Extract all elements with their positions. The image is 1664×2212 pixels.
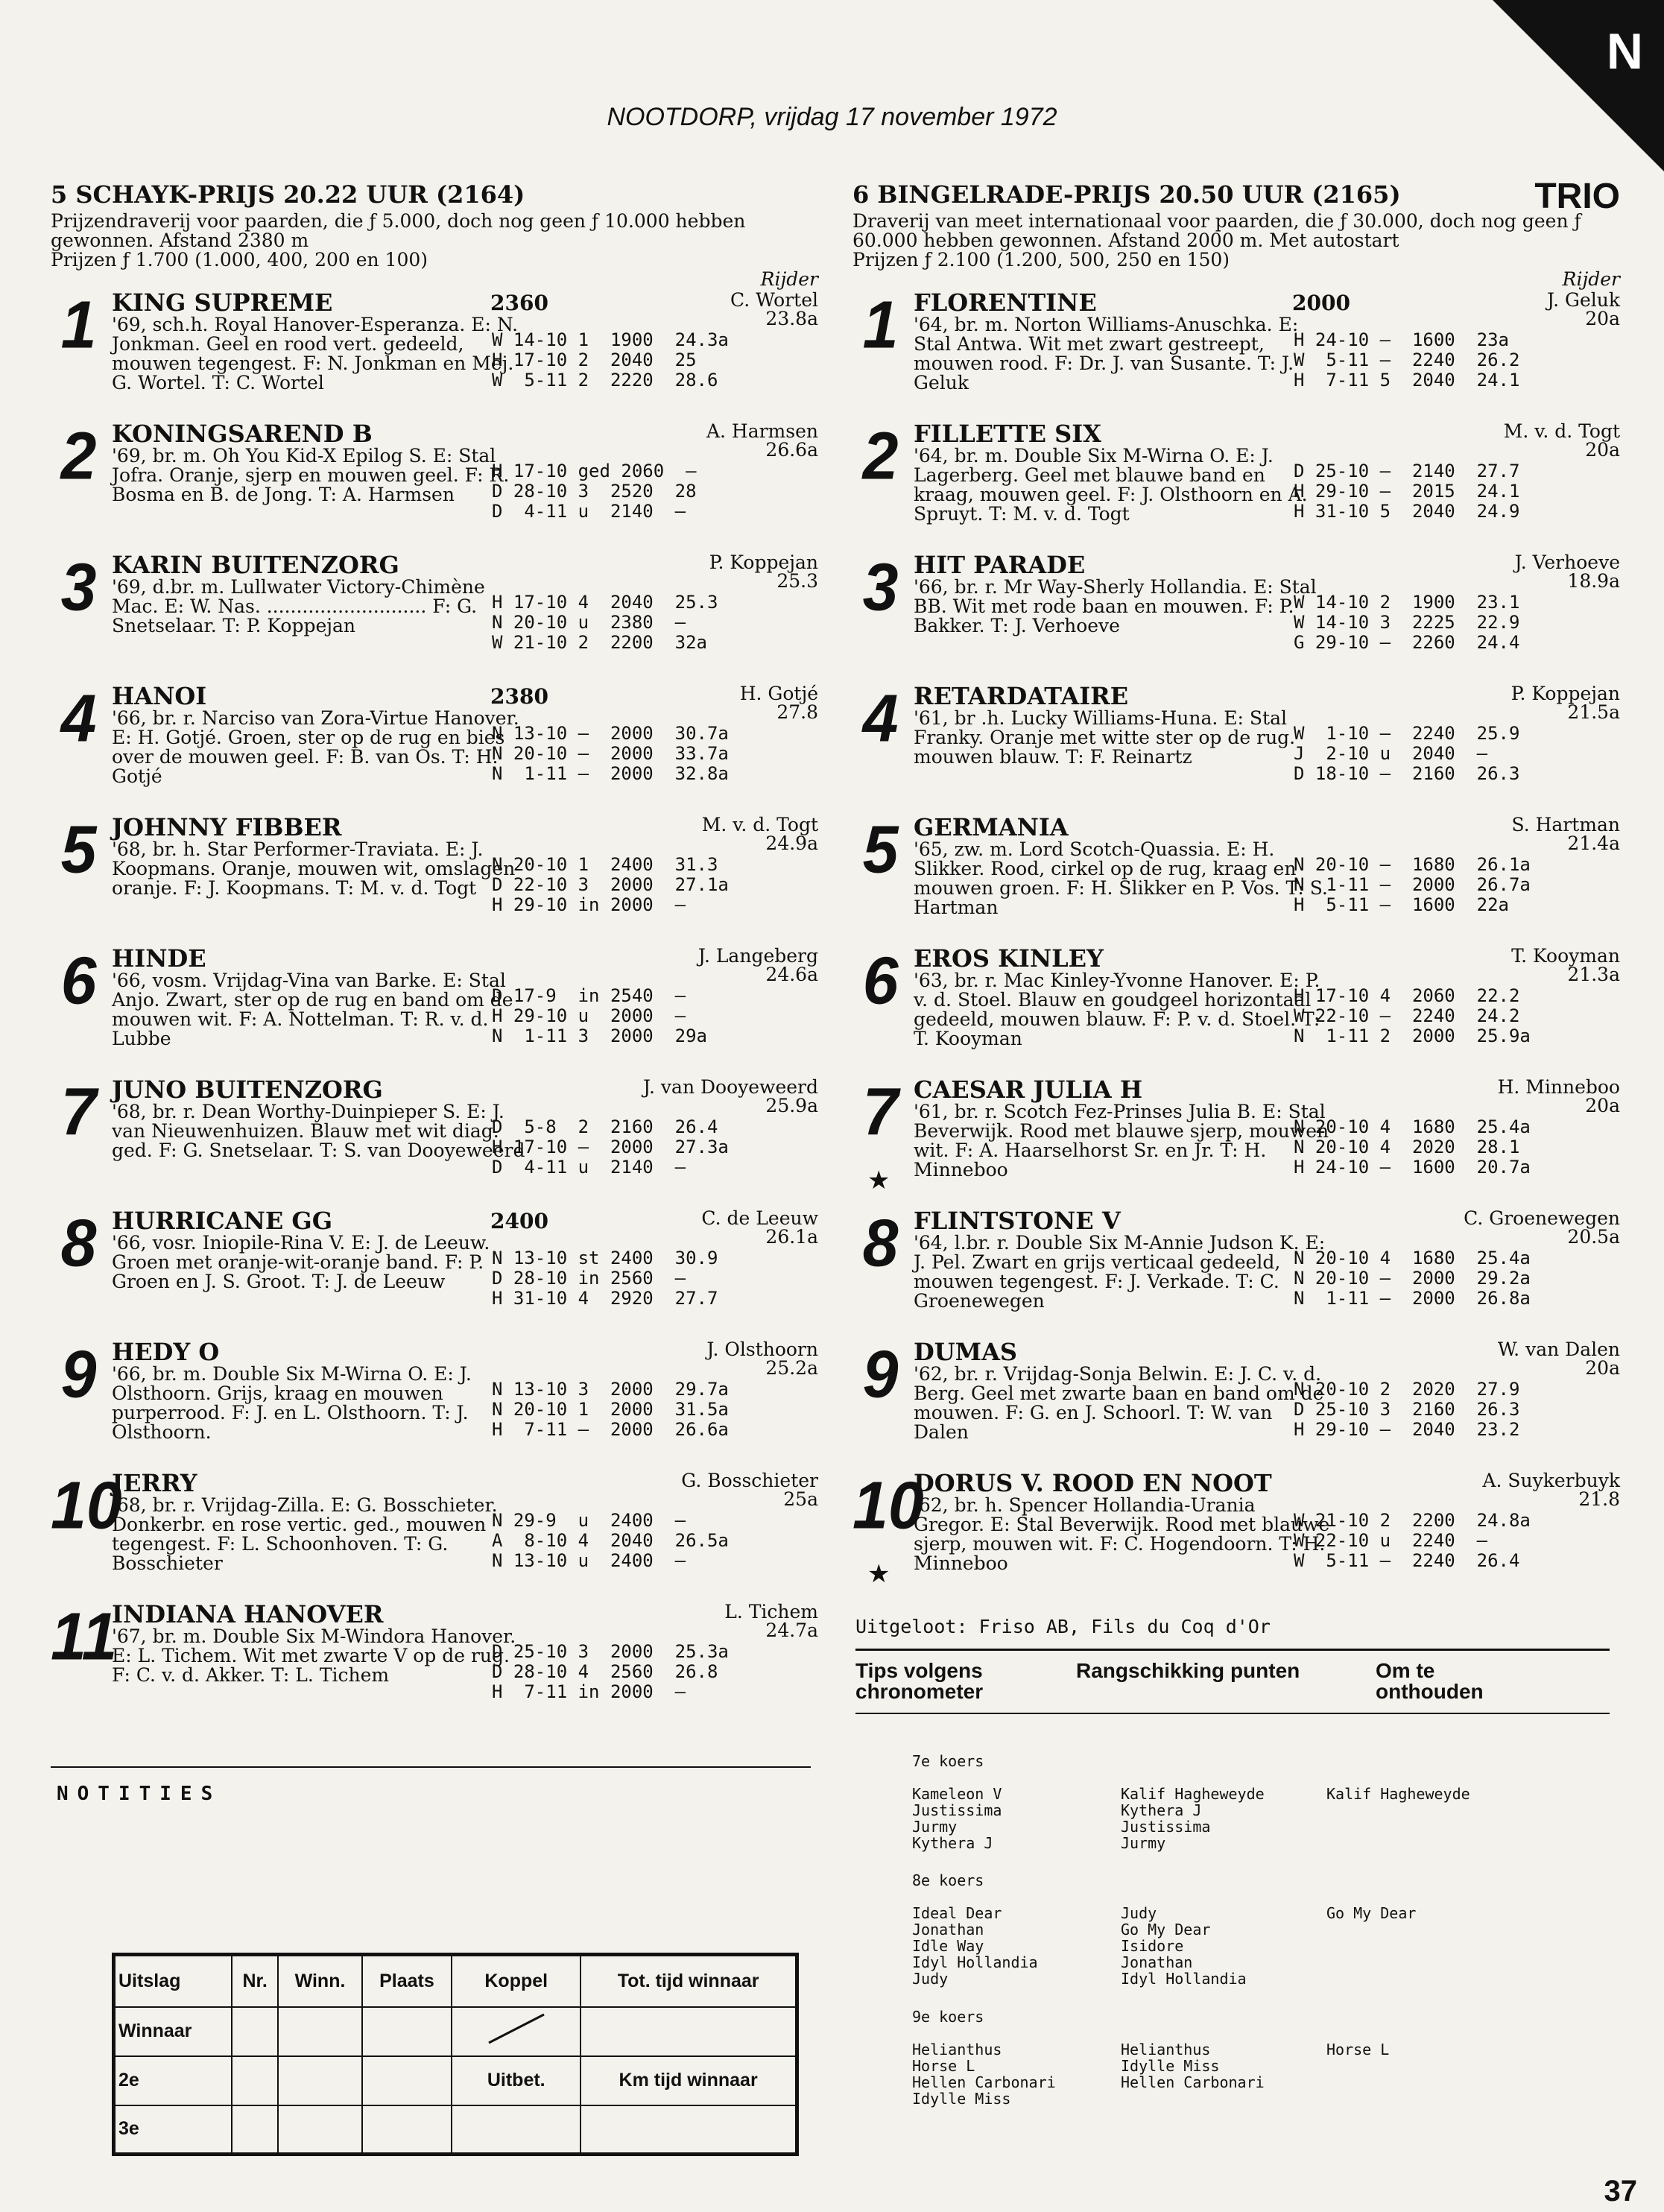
horse-details: '66, br. r. Narciso van Zora-Virtue Hanover. E: H. Gotjé. Groen, ster op de rug en bies over de mouwen geel. F: B. van Os. T: H. Gotjé bbox=[112, 707, 519, 787]
blank-cell bbox=[278, 2105, 361, 2155]
tip-horse-name: Kythera J bbox=[1121, 1801, 1202, 1819]
tip-horse-name: Idyl Hollandia bbox=[912, 1953, 1038, 1971]
divider-rule bbox=[855, 1713, 1610, 1714]
star-icon: ★ bbox=[867, 1559, 890, 1589]
rider-name: C. de Leeuw bbox=[701, 1207, 818, 1229]
horse-details: '69, sch.h. Royal Hanover-Esperanza. E: N. Jonkman. Geel en rood vert. gedeeld, mouwen tegengest. F: N. Jonkman en Mej. G. Wortel. T: C. Wortel bbox=[112, 314, 519, 394]
horse-name: FLORENTINE bbox=[914, 288, 1097, 317]
race-5-description: Prijzendraverij voor paarden, die ƒ 5.000, doch nog geen ƒ 10.000 hebben gewonnen. Afstand 2380 m bbox=[51, 210, 746, 251]
horse-details: '66, br. r. Mr Way-Sherly Hollandia. E: Stal BB. Wit met rode baan en mouwen. F: P. Bakker. T: J. Verhoeve bbox=[914, 576, 1317, 636]
header-plaats: Plaats bbox=[362, 1955, 452, 2007]
rating: 24.7a bbox=[765, 1619, 818, 1641]
recent-results: W 14-10 2 1900 23.1 W 14-10 3 2225 22.9 G 29-10 — 2260 24.4 bbox=[1294, 592, 1520, 653]
star-icon: ★ bbox=[867, 1166, 890, 1195]
horse-details: '63, br. r. Mac Kinley-Yvonne Hanover. E: P. v. d. Stoel. Blauw en goudgeel horizontaal gedeeld, mouwen blauw. F: P. v. d. Stoel. T: T. Kooyman bbox=[914, 970, 1320, 1049]
start-number: 9 bbox=[60, 1336, 97, 1412]
result-table bbox=[112, 1953, 799, 2156]
horse-details: '66, br. m. Double Six M-Wirna O. E: J. Olsthoorn. Grijs, kraag en mouwen purperrood. F: J. en L. Olsthoorn. T: J. Olsthoorn. bbox=[112, 1363, 472, 1443]
start-number: 3 bbox=[60, 549, 97, 625]
rating: 27.8 bbox=[776, 701, 818, 723]
horse-name: JERRY bbox=[112, 1469, 197, 1497]
horse-name: HINDE bbox=[112, 944, 206, 973]
rating: 26.1a bbox=[765, 1226, 818, 1248]
divider-rule bbox=[51, 1766, 811, 1768]
tip-horse-name: Hellen Carbonari bbox=[1121, 2073, 1265, 2091]
horse-name: HIT PARADE bbox=[914, 551, 1086, 579]
blank-cell bbox=[278, 2007, 361, 2056]
start-number: 7 bbox=[60, 1074, 97, 1150]
divider-rule bbox=[855, 1649, 1610, 1651]
tip-horse-name: Jurmy bbox=[1121, 1834, 1166, 1852]
horse-name: GERMANIA bbox=[914, 813, 1069, 841]
rider-name: C. Groenewegen bbox=[1464, 1207, 1620, 1229]
start-number: 10 bbox=[51, 1467, 122, 1543]
horse-entry bbox=[852, 1467, 1620, 1602]
rating: 21.8 bbox=[1578, 1488, 1620, 1510]
rider-name: P. Koppejan bbox=[709, 552, 818, 573]
start-number: 5 bbox=[60, 812, 97, 888]
rider-name: A. Suykerbuyk bbox=[1482, 1470, 1620, 1491]
recent-results: N 20-10 — 1680 26.1a N 1-11 — 2000 26.7a H 5-11 — 1600 22a bbox=[1294, 854, 1531, 915]
tip-horse-name: Idyl Hollandia bbox=[1121, 1970, 1247, 1988]
rating: 21.5a bbox=[1567, 701, 1620, 723]
rating: 23.8a bbox=[765, 308, 818, 329]
horse-details: '66, vosm. Vrijdag-Vina van Barke. E: Stal Anjo. Zwart, ster op de rug en band om de mouwen wit. F: A. Nottelman. T: R. v. d. Lubbe bbox=[112, 970, 513, 1049]
dateline: NOOTDORP, vrijdag 17 november 1972 bbox=[607, 103, 1057, 131]
horse-name: HEDY O bbox=[112, 1338, 220, 1366]
recent-results: W 21-10 2 2200 24.8a W 22-10 u 2240 — W 5-11 — 2240 26.4 bbox=[1294, 1510, 1531, 1571]
start-number: 2 bbox=[60, 418, 97, 494]
tip-horse-name: Hellen Carbonari bbox=[912, 2073, 1056, 2091]
recent-results: N 20-10 2 2020 27.9 D 25-10 3 2160 26.3 H 29-10 — 2040 23.2 bbox=[1294, 1379, 1520, 1440]
koers-label: 7e koers bbox=[912, 1752, 984, 1770]
om-te-onthouden-heading: Om te onthouden bbox=[1376, 1659, 1484, 1703]
horse-details: '69, d.br. m. Lullwater Victory-Chimène Mac. E: W. Nas. ........................... F: G. Snetselaar. T: P. Koppejan bbox=[112, 576, 485, 636]
race-6-column bbox=[852, 177, 1620, 1602]
rating: 20a bbox=[1585, 1357, 1620, 1379]
horse-entry bbox=[51, 418, 818, 552]
race-6-horse-list bbox=[852, 287, 1620, 1602]
tip-horse-name: Horse L bbox=[912, 2057, 975, 2075]
horse-details: '68, br. r. Dean Worthy-Duinpieper S. E: J. van Nieuwenhuizen. Blauw met wit diag. ged. F: G. Snetselaar. T: S. van Dooyeweerd bbox=[112, 1101, 525, 1161]
horse-name: INDIANA HANOVER bbox=[112, 1600, 384, 1628]
horse-details: '68, br. r. Vrijdag-Zilla. E: G. Bosschieter. Donkerbr. en rose vertic. ged., mouwen tegengest. F: L. Schoonhoven. T: G. Bosschieter bbox=[112, 1494, 498, 1574]
start-number: 10 bbox=[852, 1467, 924, 1543]
horse-entry bbox=[51, 1467, 818, 1602]
tip-horse-name: Helianthus bbox=[912, 2041, 1002, 2058]
horse-entry bbox=[51, 1599, 818, 1733]
rating: 20a bbox=[1585, 308, 1620, 329]
tip-horse-name: Jonathan bbox=[912, 1921, 984, 1938]
horse-details: '62, br. h. Spencer Hollandia-Urania Gregor. E: Stal Beverwijk. Rood met blauwe sjerp, mouwen wit. F: C. Hogendoorn. T: H. Minneboo bbox=[914, 1494, 1330, 1574]
horse-name: KING SUPREME bbox=[112, 288, 333, 317]
tip-horse-name: Kythera J bbox=[912, 1834, 993, 1852]
horse-details: '69, br. m. Oh You Kid-X Epilog S. E: Stal Jofra. Oranje, sjerp en mouwen geel. F: R. Bosma en B. de Jong. T: A. Harmsen bbox=[112, 445, 510, 505]
slash-mark bbox=[475, 2010, 557, 2047]
start-number: 9 bbox=[862, 1336, 899, 1412]
blank-cell bbox=[232, 2056, 279, 2105]
tip-horse-name: Jonathan bbox=[1121, 1953, 1193, 1971]
rider-name: J. van Dooyeweerd bbox=[642, 1076, 818, 1098]
blank-cell bbox=[452, 2105, 580, 2155]
start-number: 8 bbox=[60, 1205, 97, 1281]
recent-results: H 24-10 — 1600 23a W 5-11 — 2240 26.2 H 7-11 5 2040 24.1 bbox=[1294, 329, 1520, 391]
distance: 2400 bbox=[490, 1209, 548, 1233]
race-5-horse-list bbox=[51, 287, 818, 1733]
tip-horse-name: Idylle Miss bbox=[912, 2090, 1011, 2108]
horse-entry bbox=[51, 812, 818, 946]
rating: 18.9a bbox=[1567, 570, 1620, 592]
rating: 20a bbox=[1585, 439, 1620, 461]
rider-name: L. Tichem bbox=[724, 1601, 818, 1622]
horse-entry bbox=[852, 418, 1620, 552]
horse-details: '61, br .h. Lucky Williams-Huna. E: Stal Franky. Oranje met witte ster op de rug. mouwen blauw. T: F. Reinartz bbox=[914, 707, 1296, 768]
horse-entry bbox=[51, 549, 818, 683]
horse-entry bbox=[852, 549, 1620, 683]
race-5-column bbox=[51, 180, 818, 1733]
horse-entry bbox=[852, 680, 1620, 815]
race-6-description: Draverij van meet internationaal voor paarden, die ƒ 30.000, doch nog geen ƒ 60.000 hebben gewonnen. Afstand 2000 m. Met autostart bbox=[852, 210, 1581, 251]
horse-entry bbox=[852, 1074, 1620, 1208]
rider-name: J. Olsthoorn bbox=[706, 1339, 818, 1360]
tip-horse-name: Isidore bbox=[1121, 1937, 1184, 1955]
rider-name: J. Langeberg bbox=[697, 945, 818, 967]
horse-name: KONINGSAREND B bbox=[112, 420, 373, 448]
horse-entry bbox=[852, 812, 1620, 946]
blank-cell bbox=[232, 2105, 279, 2155]
blank-cell bbox=[362, 2007, 452, 2056]
rider-name: S. Hartman bbox=[1511, 814, 1620, 835]
rider-name: J. Verhoeve bbox=[1514, 552, 1620, 573]
horse-entry bbox=[51, 1336, 818, 1470]
tip-horse-name: Judy bbox=[1121, 1904, 1157, 1922]
start-number: 5 bbox=[862, 812, 899, 888]
horse-entry bbox=[51, 1205, 818, 1339]
blank-cell bbox=[278, 2056, 361, 2105]
rider-name: M. v. d. Togt bbox=[701, 814, 818, 835]
start-number: 11 bbox=[51, 1599, 118, 1675]
rating: 24.9a bbox=[765, 832, 818, 854]
tip-horse-name: Horse L bbox=[1326, 2041, 1390, 2058]
recent-results: D 5-8 2 2160 26.4 H 17-10 — 2000 27.3a D 4-11 u 2140 — bbox=[492, 1116, 729, 1178]
rider-name: C. Wortel bbox=[730, 289, 818, 311]
horse-name: RETARDATAIRE bbox=[914, 682, 1129, 710]
distance: 2000 bbox=[1292, 291, 1350, 315]
horse-details: '67, br. m. Double Six M-Windora Hanover. E: L. Tichem. Wit met zwarte V op de rug. F: C. v. d. Akker. T: L. Tichem bbox=[112, 1625, 516, 1686]
tip-horse-name: Judy bbox=[912, 1970, 949, 1988]
horse-entry bbox=[852, 1336, 1620, 1470]
blank-cell bbox=[362, 2056, 452, 2105]
tip-horse-name: Go My Dear bbox=[1326, 1904, 1417, 1922]
koppel-slash-cell bbox=[452, 2007, 580, 2056]
start-number: 1 bbox=[862, 287, 899, 363]
recent-results: H 17-10 4 2040 25.3 N 20-10 u 2380 — W 21-10 2 2200 32a bbox=[492, 592, 718, 653]
horse-name: CAESAR JULIA H bbox=[914, 1075, 1143, 1104]
race-5-prizes: Prijzen ƒ 1.700 (1.000, 400, 200 en 100) bbox=[51, 249, 428, 271]
rangschikking-heading: Rangschikking punten bbox=[1076, 1659, 1300, 1682]
horse-details: '62, br. r. Vrijdag-Sonja Belwin. E: J. C. v. d. Berg. Geel met zwarte baan en band om de mouwen. F: G. en J. Schoorl. T: W. van Dalen bbox=[914, 1363, 1324, 1443]
race-5-title: 5 SCHAYK-PRIJS 20.22 UUR (2164) bbox=[51, 180, 525, 209]
horse-details: '68, br. h. Star Performer-Traviata. E: J. Koopmans. Oranje, mouwen wit, omslagen oranje. F: J. Koopmans. T: M. v. d. Togt bbox=[112, 838, 516, 899]
recent-results: N 29-9 u 2400 — A 8-10 4 2040 26.5a N 13-10 u 2400 — bbox=[492, 1510, 729, 1571]
header-koppel: Koppel bbox=[452, 1955, 580, 2007]
start-number: 4 bbox=[862, 680, 899, 756]
horse-name: DUMAS bbox=[914, 1338, 1018, 1366]
horse-details: '61, br. r. Scotch Fez-Prinses Julia B. E: Stal Beverwijk. Rood met blauwe sjerp, mouwen wit. F: A. Haarselhorst Sr. en Jr. T: H. Minneboo bbox=[914, 1101, 1329, 1181]
rider-name: T. Kooyman bbox=[1511, 945, 1620, 967]
horse-details: '64, br. m. Double Six M-Wirna O. E: J. Lagerberg. Geel met blauwe band en kraag, mouwen geel. F: J. Olsthoorn en A. Spruyt. T: M. v. d. Togt bbox=[914, 445, 1308, 525]
horse-entry bbox=[51, 287, 818, 421]
rider-name: J. Geluk bbox=[1547, 289, 1620, 311]
horse-entry bbox=[852, 287, 1620, 421]
header-winn: Winn. bbox=[278, 1955, 361, 2007]
start-number: 2 bbox=[862, 418, 899, 494]
rating: 21.3a bbox=[1567, 964, 1620, 985]
horse-name: FILLETTE SIX bbox=[914, 420, 1101, 448]
tip-horse-name: Go My Dear bbox=[1121, 1921, 1211, 1938]
tip-horse-name: Idylle Miss bbox=[1121, 2057, 1220, 2075]
race-6-prizes: Prijzen ƒ 2.100 (1.200, 500, 250 en 150) bbox=[852, 249, 1230, 271]
recent-results: N 20-10 1 2400 31.3 D 22-10 3 2000 27.1a H 29-10 in 2000 — bbox=[492, 854, 729, 915]
rider-name: M. v. d. Togt bbox=[1503, 420, 1620, 442]
rijder-heading: Rijder bbox=[1562, 268, 1620, 290]
rider-name: H. Minneboo bbox=[1497, 1076, 1620, 1098]
blank-cell bbox=[232, 2007, 279, 2056]
rating: 21.4a bbox=[1567, 832, 1620, 854]
rider-name: P. Koppejan bbox=[1510, 683, 1620, 704]
recent-results: N 13-10 3 2000 29.7a N 20-10 1 2000 31.5a H 7-11 — 2000 26.6a bbox=[492, 1379, 729, 1440]
blank-cell bbox=[362, 2105, 452, 2155]
page-number: 37 bbox=[1604, 2175, 1637, 2208]
trio-label: TRIO bbox=[1534, 177, 1620, 216]
tip-horse-name: Kalif Hagheweyde bbox=[1121, 1785, 1265, 1803]
recent-results: W 1-10 — 2240 25.9 J 2-10 u 2040 — D 18-10 — 2160 26.3 bbox=[1294, 723, 1520, 784]
horse-entry bbox=[51, 943, 818, 1077]
corner-letter: N bbox=[1606, 23, 1643, 80]
start-number: 6 bbox=[60, 943, 97, 1019]
recent-results: H 17-10 ged 2060 — D 28-10 3 2520 28 D 4-11 u 2140 — bbox=[492, 461, 697, 522]
koers-label: 8e koers bbox=[912, 1871, 984, 1889]
rider-name: G. Bosschieter bbox=[681, 1470, 818, 1491]
rating: 25.2a bbox=[765, 1357, 818, 1379]
horse-details: '64, br. m. Norton Williams-Anuschka. E: Stal Antwa. Wit met zwart gestreept, mouwen rood. F: Dr. J. van Susante. T: J. Geluk bbox=[914, 314, 1299, 394]
tip-horse-name: Idle Way bbox=[912, 1937, 984, 1955]
horse-details: '66, vosr. Iniopile-Rina V. E: J. de Leeuw. Groen met oranje-wit-oranje band. F: P. Groen en J. S. Groot. T: J. de Leeuw bbox=[112, 1232, 490, 1292]
rijder-heading: Rijder bbox=[760, 268, 818, 290]
horse-entry bbox=[51, 1074, 818, 1208]
rating: 24.6a bbox=[765, 964, 818, 985]
tip-horse-name: Helianthus bbox=[1121, 2041, 1211, 2058]
blank-cell bbox=[580, 2105, 797, 2155]
rating: 25.3 bbox=[776, 570, 818, 592]
start-number: 3 bbox=[862, 549, 899, 625]
rider-name: H. Gotjé bbox=[739, 683, 818, 704]
horse-name: DORUS V. ROOD EN NOOT bbox=[914, 1469, 1272, 1497]
rider-name: A. Harmsen bbox=[706, 420, 818, 442]
row-3e: 3e bbox=[114, 2105, 232, 2155]
horse-name: FLINTSTONE V bbox=[914, 1207, 1121, 1235]
tip-horse-name: Kameleon V bbox=[912, 1785, 1002, 1803]
recent-results: N 13-10 — 2000 30.7a N 20-10 — 2000 33.7a N 1-11 — 2000 32.8a bbox=[492, 723, 729, 784]
tips-chronometer-heading: Tips volgens chronometer bbox=[855, 1659, 984, 1703]
horse-entry bbox=[51, 680, 818, 815]
horse-entry bbox=[852, 943, 1620, 1077]
recent-results: N 20-10 4 1680 25.4a N 20-10 4 2020 28.1 H 24-10 — 1600 20.7a bbox=[1294, 1116, 1531, 1178]
start-number: 4 bbox=[60, 680, 97, 756]
km-tijd-label: Km tijd winnaar bbox=[580, 2056, 797, 2105]
horse-name: KARIN BUITENZORG bbox=[112, 551, 399, 579]
start-number: 6 bbox=[862, 943, 899, 1019]
recent-results: W 14-10 1 1900 24.3a H 17-10 2 2040 25 W 5-11 2 2220 28.6 bbox=[492, 329, 729, 391]
distance: 2360 bbox=[490, 291, 548, 315]
horse-name: JUNO BUITENZORG bbox=[112, 1075, 383, 1104]
horse-name: JOHNNY FIBBER bbox=[112, 813, 342, 841]
uitbet-label: Uitbet. bbox=[452, 2056, 580, 2105]
distance: 2380 bbox=[490, 684, 548, 709]
tip-horse-name: Ideal Dear bbox=[912, 1904, 1002, 1922]
uitgeloot-line: Uitgeloot: Friso AB, Fils du Coq d'Or bbox=[855, 1616, 1271, 1637]
recent-results: D 25-10 3 2000 25.3a D 28-10 4 2560 26.8 H 7-11 in 2000 — bbox=[492, 1641, 729, 1702]
recent-results: D 25-10 — 2140 27.7 H 29-10 — 2015 24.1 H 31-10 5 2040 24.9 bbox=[1294, 461, 1520, 522]
tip-horse-name: Justissima bbox=[912, 1801, 1002, 1819]
notities-heading: NOTITIES bbox=[57, 1783, 222, 1805]
row-winnaar: Winnaar bbox=[114, 2007, 232, 2056]
row-2e: 2e bbox=[114, 2056, 232, 2105]
blank-cell bbox=[580, 2007, 797, 2056]
tip-horse-name: Kalif Hagheweyde bbox=[1326, 1785, 1470, 1803]
horse-details: '65, zw. m. Lord Scotch-Quassia. E: H. Slikker. Rood, cirkel op de rug, kraag en mouwen groen. F: H. Slikker en P. Vos. T: S. Hartman bbox=[914, 838, 1328, 918]
recent-results: D 17-9 in 2540 — H 29-10 u 2000 — N 1-11 3 2000 29a bbox=[492, 985, 707, 1046]
rating: 26.6a bbox=[765, 439, 818, 461]
header-uitslag: Uitslag bbox=[114, 1955, 232, 2007]
start-number: 8 bbox=[862, 1205, 899, 1281]
rating: 20.5a bbox=[1567, 1226, 1620, 1248]
recent-results: N 20-10 4 1680 25.4a N 20-10 — 2000 29.2a N 1-11 — 2000 26.8a bbox=[1294, 1248, 1531, 1309]
header-tot-tijd: Tot. tijd winnaar bbox=[580, 1955, 797, 2007]
horse-name: HURRICANE GG bbox=[112, 1207, 333, 1235]
rating: 25a bbox=[783, 1488, 818, 1510]
tip-horse-name: Justissima bbox=[1121, 1818, 1211, 1836]
start-number: 1 bbox=[60, 287, 97, 363]
rating: 20a bbox=[1585, 1095, 1620, 1116]
koers-label: 9e koers bbox=[912, 2008, 984, 2026]
header-nr: Nr. bbox=[232, 1955, 279, 2007]
horse-entry bbox=[852, 1205, 1620, 1339]
recent-results: H 17-10 4 2060 22.2 W 22-10 — 2240 24.2 N 1-11 2 2000 25.9a bbox=[1294, 985, 1531, 1046]
horse-details: '64, l.br. r. Double Six M-Annie Judson K. E: J. Pel. Zwart en grijs verticaal gedeeld, mouwen tegengest. F: J. Verkade. T: C. Groenewegen bbox=[914, 1232, 1326, 1312]
rating: 25.9a bbox=[765, 1095, 818, 1116]
recent-results: N 13-10 st 2400 30.9 D 28-10 in 2560 — H 31-10 4 2920 27.7 bbox=[492, 1248, 718, 1309]
tip-horse-name: Jurmy bbox=[912, 1818, 958, 1836]
start-number: 7 bbox=[862, 1074, 899, 1150]
rider-name: W. van Dalen bbox=[1497, 1339, 1620, 1360]
race-6-title: 6 BINGELRADE-PRIJS 20.50 UUR (2165) TRIO bbox=[852, 177, 1620, 216]
horse-name: EROS KINLEY bbox=[914, 944, 1104, 973]
horse-name: HANOI bbox=[112, 682, 207, 710]
